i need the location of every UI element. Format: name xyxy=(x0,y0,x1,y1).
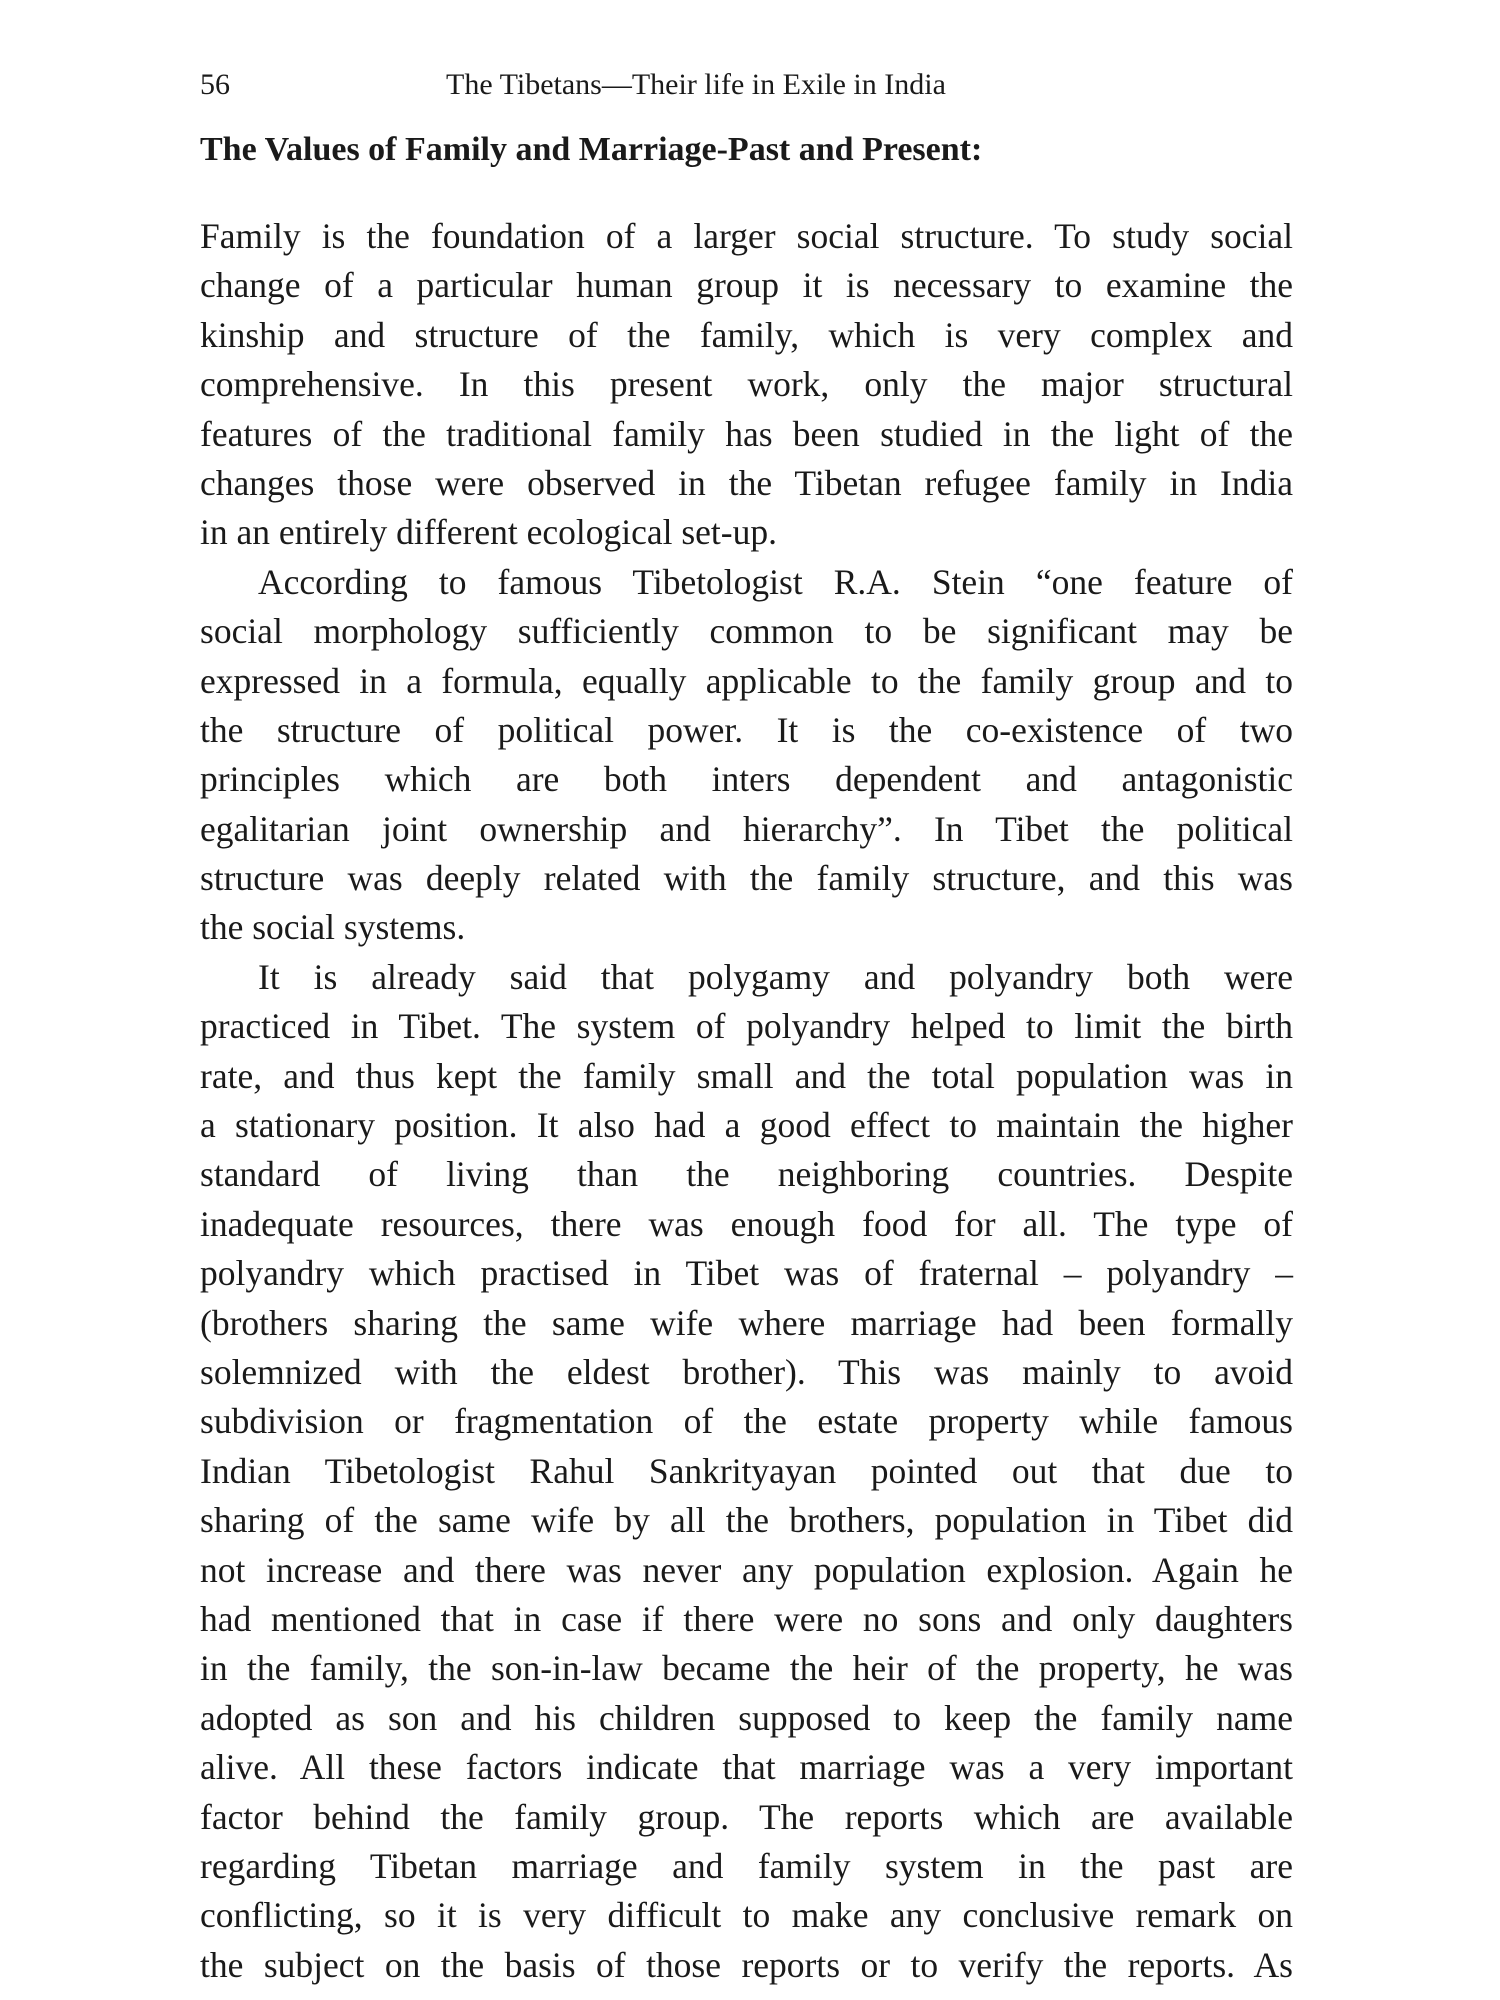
text-line: egalitarian joint ownership and hierarchy”. In Tibet the political xyxy=(200,808,1293,849)
text-line: social morphology sufficiently common to be significant may be xyxy=(200,611,1293,652)
text-line: Family is the foundation of a larger social structure. To study social xyxy=(200,216,1293,256)
text-line: polyandry which practised in Tibet was of fraternal – polyandry – xyxy=(200,1253,1293,1294)
text-line: According to famous Tibetologist R.A. Stein “one feature of xyxy=(258,561,1293,602)
text-line: regarding Tibetan marriage and family system in the past are xyxy=(200,1845,1293,1886)
text-line: (brothers sharing the same wife where marriage had been formally xyxy=(200,1302,1293,1343)
text-line: rate, and thus kept the family small and the total population was in xyxy=(200,1055,1293,1096)
text-line: Indian Tibetologist Rahul Sankrityayan pointed out that due to xyxy=(200,1450,1293,1491)
text-line: alive. All these factors indicate that marriage was a very important xyxy=(200,1747,1293,1788)
section-heading: The Values of Family and Marriage-Past and Present: xyxy=(200,131,983,168)
text-line: adopted as son and his children supposed to keep the family name xyxy=(200,1697,1293,1738)
text-line: inadequate resources, there was enough food for all. The type of xyxy=(200,1203,1293,1244)
text-line: subdivision or fragmentation of the estate property while famous xyxy=(200,1401,1293,1442)
text-line: the structure of political power. It is the co-existence of two xyxy=(200,709,1293,750)
body-text xyxy=(200,212,1293,1990)
text-line: features of the traditional family has been studied in the light of the xyxy=(200,413,1293,454)
text-line: comprehensive. In this present work, only the major structural xyxy=(200,364,1293,405)
text-line: the subject on the basis of those reports or to verify the reports. As xyxy=(200,1944,1293,1985)
text-line: a stationary position. It also had a good effect to maintain the higher xyxy=(200,1105,1293,1146)
text-line: the social systems. xyxy=(200,907,466,948)
paragraph xyxy=(200,212,1293,558)
text-line: principles which are both inters dependent and antagonistic xyxy=(200,759,1293,800)
text-line: change of a particular human group it is necessary to examine the xyxy=(200,265,1293,306)
text-line: had mentioned that in case if there were no sons and only daughters xyxy=(200,1598,1293,1639)
text-line: factor behind the family group. The reports which are available xyxy=(200,1796,1293,1837)
text-line: kinship and structure of the family, which is very complex and xyxy=(200,314,1293,355)
text-line: in an entirely different ecological set-up. xyxy=(200,512,777,553)
paragraph xyxy=(200,953,1293,1990)
text-line: in the family, the son-in-law became the heir of the property, he was xyxy=(200,1648,1293,1689)
running-title: The Tibetans—Their life in Exile in India xyxy=(446,68,946,101)
text-line: standard of living than the neighboring countries. Despite xyxy=(200,1154,1293,1195)
text-line: expressed in a formula, equally applicable to the family group and to xyxy=(200,660,1293,701)
text-line: conflicting, so it is very difficult to make any conclusive remark on xyxy=(200,1895,1293,1936)
text-line: sharing of the same wife by all the brothers, population in Tibet did xyxy=(200,1500,1293,1541)
text-line: It is already said that polygamy and polyandry both were xyxy=(258,956,1293,997)
text-line: changes those were observed in the Tibetan refugee family in India xyxy=(200,462,1293,503)
text-line: practiced in Tibet. The system of polyandry helped to limit the birth xyxy=(200,1006,1293,1047)
text-line: structure was deeply related with the family structure, and this was xyxy=(200,858,1293,899)
text-line: not increase and there was never any population explosion. Again he xyxy=(200,1549,1293,1590)
paragraph xyxy=(200,558,1293,953)
text-line: solemnized with the eldest brother). This was mainly to avoid xyxy=(200,1351,1293,1392)
page-number: 56 xyxy=(200,68,230,101)
